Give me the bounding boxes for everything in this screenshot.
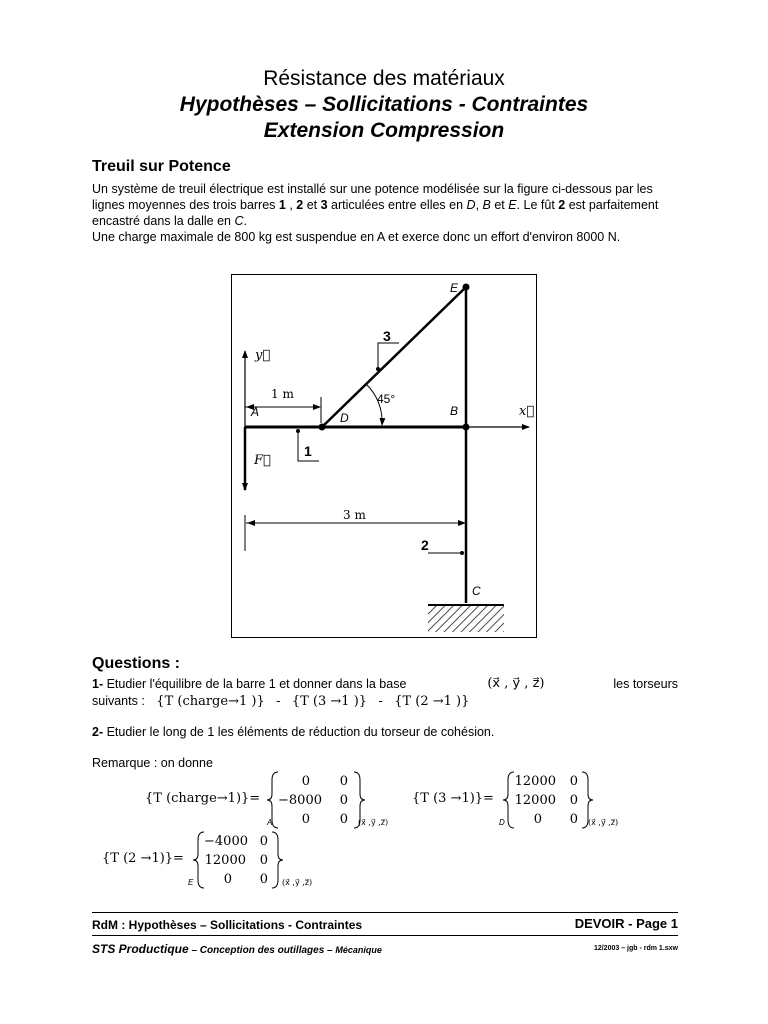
- torseur-1-point: A: [267, 818, 273, 827]
- ground-hatch: [428, 606, 504, 632]
- svg-text:12000: 12000: [514, 793, 556, 808]
- question-2: 2- Etudier le long de 1 les éléments de réduction du torseur de cohésion.: [92, 725, 495, 739]
- footer-title: RdM : Hypothèses – Sollicitations - Contraintes: [92, 918, 363, 932]
- footer-rule-2: [92, 935, 678, 936]
- joint-D: [319, 424, 326, 431]
- questions-heading: Questions :: [92, 655, 181, 672]
- label-B: B: [450, 404, 459, 418]
- label-x: x⃗: [519, 404, 535, 419]
- svg-text:0: 0: [533, 812, 542, 827]
- svg-text:0: 0: [339, 793, 348, 808]
- potence-diagram: [232, 275, 536, 637]
- label-45: 45°: [377, 392, 396, 406]
- label-C: C: [472, 584, 481, 598]
- label-E: E: [450, 281, 459, 295]
- torseur-1-basis: (x⃗ ,y⃗ ,z⃗): [358, 818, 389, 827]
- svg-text:0: 0: [339, 812, 348, 827]
- label-F: F⃗: [254, 453, 271, 468]
- footer-rule: [92, 912, 678, 913]
- label-A: A: [251, 405, 260, 419]
- torseur-2-matrix: [502, 770, 602, 830]
- torseur-3-basis: (x⃗ ,y⃗ ,z⃗): [282, 878, 313, 887]
- joint-B: [463, 424, 470, 431]
- svg-text:0: 0: [569, 774, 578, 789]
- title-line2: Hypothèses – Sollicitations - Contraintes: [179, 93, 589, 116]
- torseur-2-point: D: [499, 818, 505, 827]
- footer-course: STS Productique – Conception des outillages – Mécanique: [92, 942, 382, 956]
- svg-text:0: 0: [301, 812, 310, 827]
- title-line3: Extension Compression: [263, 119, 505, 142]
- torseur-3-lhs: {T (2 →1)}=: [102, 851, 184, 866]
- footer-page: DEVOIR - Page 1: [574, 916, 678, 931]
- svg-text:12000: 12000: [514, 774, 556, 789]
- label-bar-3: 3: [383, 328, 391, 344]
- torseur-1-lhs: {T (charge→1)}=: [145, 791, 261, 806]
- footer-ref: 12/2003 – jgb - rdm 1.sxw: [593, 945, 678, 952]
- torseur-2-lhs: {T (3 →1)}=: [412, 791, 494, 806]
- label-bar-1: 1: [304, 443, 312, 459]
- label-1m: 1 m: [271, 387, 294, 401]
- svg-text:0: 0: [569, 812, 578, 827]
- svg-text:0: 0: [259, 872, 268, 887]
- svg-text:0: 0: [301, 774, 310, 789]
- torseur-3-point: E: [188, 878, 194, 887]
- torseur-3-matrix: [192, 830, 292, 890]
- label-D: D: [340, 411, 349, 425]
- title-line1: Résistance des matériaux: [263, 67, 505, 90]
- svg-text:0: 0: [259, 853, 268, 868]
- remark: Remarque : on donne: [92, 756, 213, 770]
- label-bar-2: 2: [421, 537, 429, 553]
- question-1: 1- Etudier l'équilibre de la barre 1 et donner dans la base (x⃗ , y⃗ , z⃗) les torseurs suivants : {T (charge→1 )} - {T (3 →1 )} - {T (2 →1 )}: [92, 676, 678, 709]
- section-heading: Treuil sur Potence: [92, 158, 231, 175]
- document-header: [0, 66, 768, 144]
- load-paragraph: Une charge maximale de 800 kg est suspendue en A et exerce donc un effort d'environ 8000 N.: [92, 230, 621, 244]
- torseur-2-basis: (x⃗ ,y⃗ ,z⃗): [588, 818, 619, 827]
- svg-text:−4000: −4000: [204, 834, 248, 849]
- label-y: y⃗: [255, 348, 271, 363]
- svg-text:0: 0: [259, 834, 268, 849]
- bar-3: [322, 287, 466, 427]
- svg-text:12000: 12000: [204, 853, 246, 868]
- intro-paragraph: Un système de treuil électrique est installé sur une potence modélisée sur la figure ci-dessous par les lignes moyennes des trois barres 1 , 2 et 3 articulées entre elles en D, B et E. Le fût 2 est parfaitement encastré dans la dalle en C. Une charge maximale de 800 kg est suspendue en A et exerce donc un effort d'environ 8000 N.: [92, 182, 659, 244]
- label-3m: 3 m: [343, 508, 366, 522]
- joint-E: [463, 284, 470, 291]
- svg-text:0: 0: [569, 793, 578, 808]
- svg-text:0: 0: [339, 774, 348, 789]
- svg-text:−8000: −8000: [278, 793, 322, 808]
- svg-text:0: 0: [223, 872, 232, 887]
- figure-frame: [231, 274, 537, 638]
